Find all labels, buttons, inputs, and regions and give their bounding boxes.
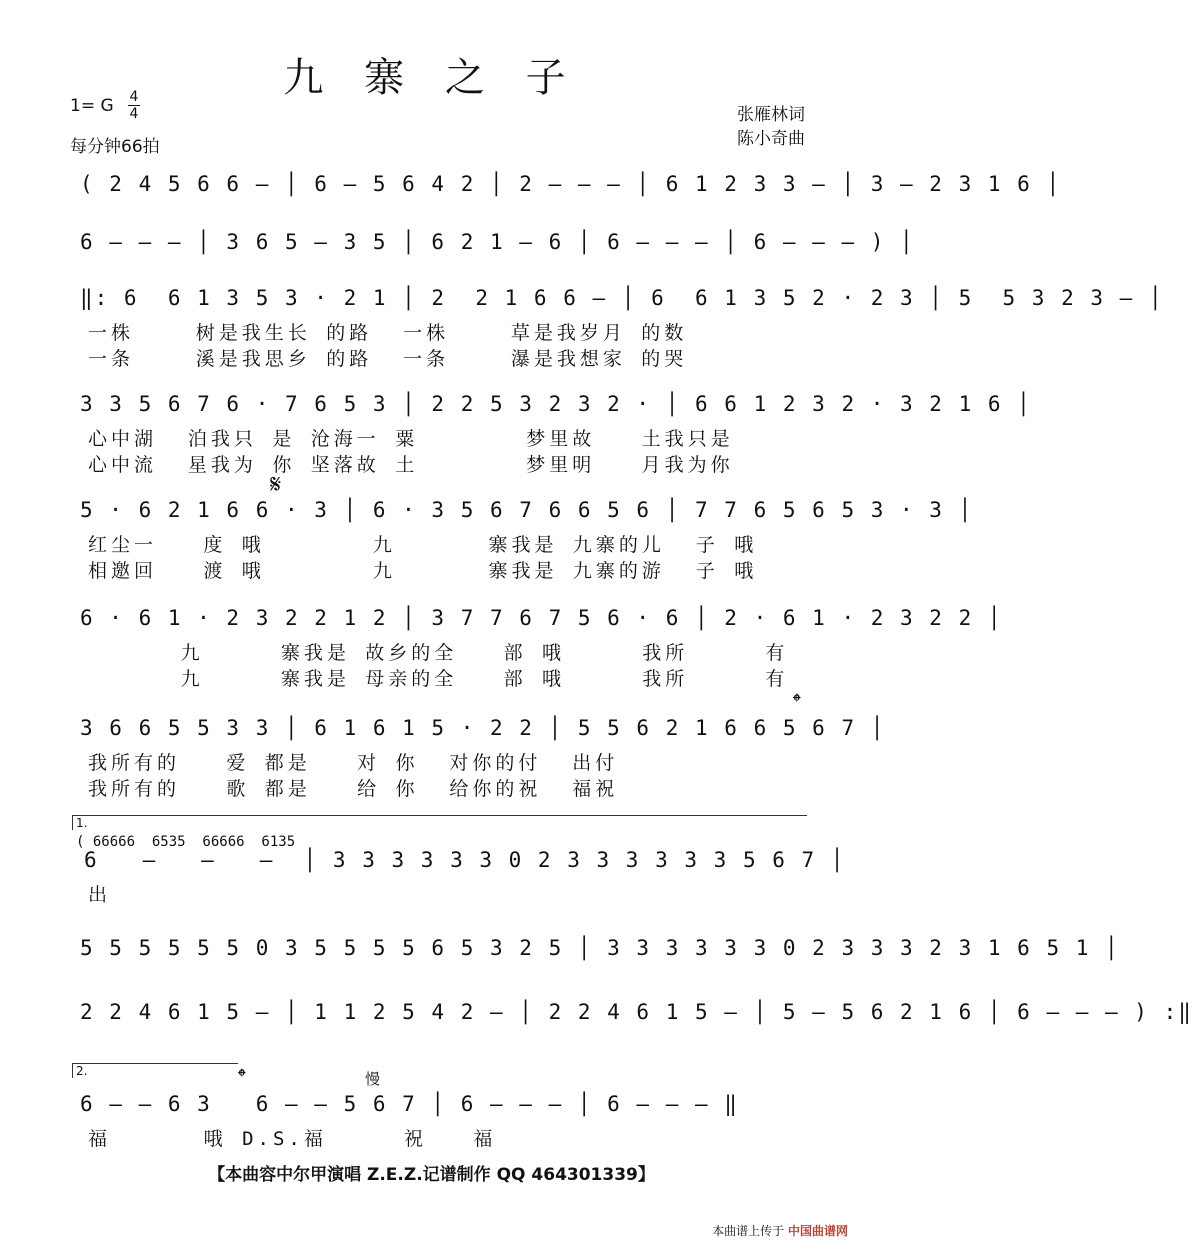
lyric-line-3-2: 一条 溪是我思乡 的路 一条 瀑是我想家 的哭 [88,348,688,370]
notation-system-8: 6 — — — │ 3 3 3 3 3 3 0 2 3 3 3 3 3 3 5 6 7 │ [84,848,846,872]
segno-mark: 𝄋 [270,470,282,500]
tempo-mark: 每分钟66拍 [70,137,160,157]
ending-1-riff: ( 66666 6535 66666 6135 [76,834,296,850]
notation-system-10: 2 2 4 6 1 5 — │ 1 1 2 5 4 2 — │ 2 2 4 6 1 5 — │ 5 — 5 6 2 1 6 │ 6 — — — ) :‖ [80,1000,1193,1024]
notation-system-2: 6 — — — │ 3 6 5 — 3 5 │ 6 2 1 — 6 │ 6 — — — │ 6 — — — ) │ [80,230,915,254]
ending-2-bracket [72,1063,238,1078]
lyricist: 张雁林词 [737,105,805,125]
notation-system-9: 5 5 5 5 5 5 0 3 5 5 5 5 6 5 3 2 5 │ 3 3 3 3 3 3 0 2 3 3 3 2 3 1 6 5 1 │ [80,936,1120,960]
lyric-line-6-2: 九 寨我是 母亲的全 部 哦 我所 有 [88,668,789,690]
notation-system-7: 3 6 6 5 5 3 3 │ 6 1 6 1 5 · 2 2 │ 5 5 6 2 1 6 6 5 6 7 │ [80,716,886,740]
time-signature [128,90,140,121]
lyric-line-3-1: 一株 树是我生长 的路 一株 草是我岁月 的数 [88,322,688,344]
lyric-line-8-1: 出 [88,884,112,906]
key-signature: 1= G [70,96,114,116]
composer: 陈小奇曲 [737,129,805,149]
ending-2-label: 2. [76,1064,88,1078]
lyric-line-11-1: 福 哦 D.S.福 祝 福 [88,1128,497,1150]
coda-mark-2: 𝄌 [238,1065,246,1090]
lyric-line-4-2: 心中流 星我为 你 坚落故 土 梦里明 月我为你 [88,454,734,476]
lyric-line-5-2: 相邀回 渡 哦 九 寨我是 九寨的游 子 哦 [88,560,758,582]
coda-mark: 𝄌 [793,690,801,715]
notation-system-5: 5 · 6 2 1 6 6 · 3 │ 6 · 3 5 6 7 6 6 5 6 │ 7 7 6 5 6 5 3 · 3 │ [80,498,974,522]
page-title: 九 寨 之 子 [283,55,580,101]
upload-text: 本曲谱上传于 [712,1224,785,1238]
lyric-line-4-1: 心中湖 泊我只 是 沧海一 粟 梦里故 土我只是 [88,428,734,450]
lyric-line-5-1: 红尘一 度 哦 九 寨我是 九寨的儿 子 哦 [88,534,758,556]
time-sig-top: 4 [129,89,139,105]
site-logo[interactable]: 中国曲谱网 [787,1224,848,1238]
time-sig-bottom: 4 [129,106,139,122]
ending-1-label: 1. [76,816,88,830]
lyric-line-7-1: 我所有的 爱 都是 对 你 对你的付 出付 [88,752,619,774]
footer-credit: 【本曲容中尔甲演唱 Z.E.Z.记谱制作 QQ 464301339】 [208,1165,655,1185]
lyric-line-6-1: 九 寨我是 故乡的全 部 哦 我所 有 [88,642,789,664]
notation-system-3: ‖: 6 6 1 3 5 3 · 2 1 │ 2 2 1 6 6 — │ 6 6 1 3 5 2 · 2 3 │ 5 5 3 2 3 — │ [80,286,1164,310]
notation-system-4: 3 3 5 6 7 6 · 7 6 5 3 │ 2 2 5 3 2 3 2 · │ 6 6 1 2 3 2 · 3 2 1 6 │ [80,392,1032,416]
notation-system-11: 6 — — 6 3 6 — — 5 6 7 │ 6 — — — │ 6 — — — ‖ [80,1092,739,1116]
ending-1-bracket [72,815,807,830]
notation-system-6: 6 · 6 1 · 2 3 2 2 1 2 │ 3 7 7 6 7 5 6 · 6 │ 2 · 6 1 · 2 3 2 2 │ [80,606,1003,630]
notation-system-1: ( 2 4 5 6 6 — │ 6 — 5 6 4 2 │ 2 — — — │ 6 1 2 3 3 — │ 3 — 2 3 1 6 │ [80,172,1062,196]
upload-note [712,1222,848,1239]
lyric-line-7-2: 我所有的 歌 都是 给 你 给你的祝 福祝 [88,778,619,800]
tempo-slow-mark: 慢 [365,1070,381,1088]
